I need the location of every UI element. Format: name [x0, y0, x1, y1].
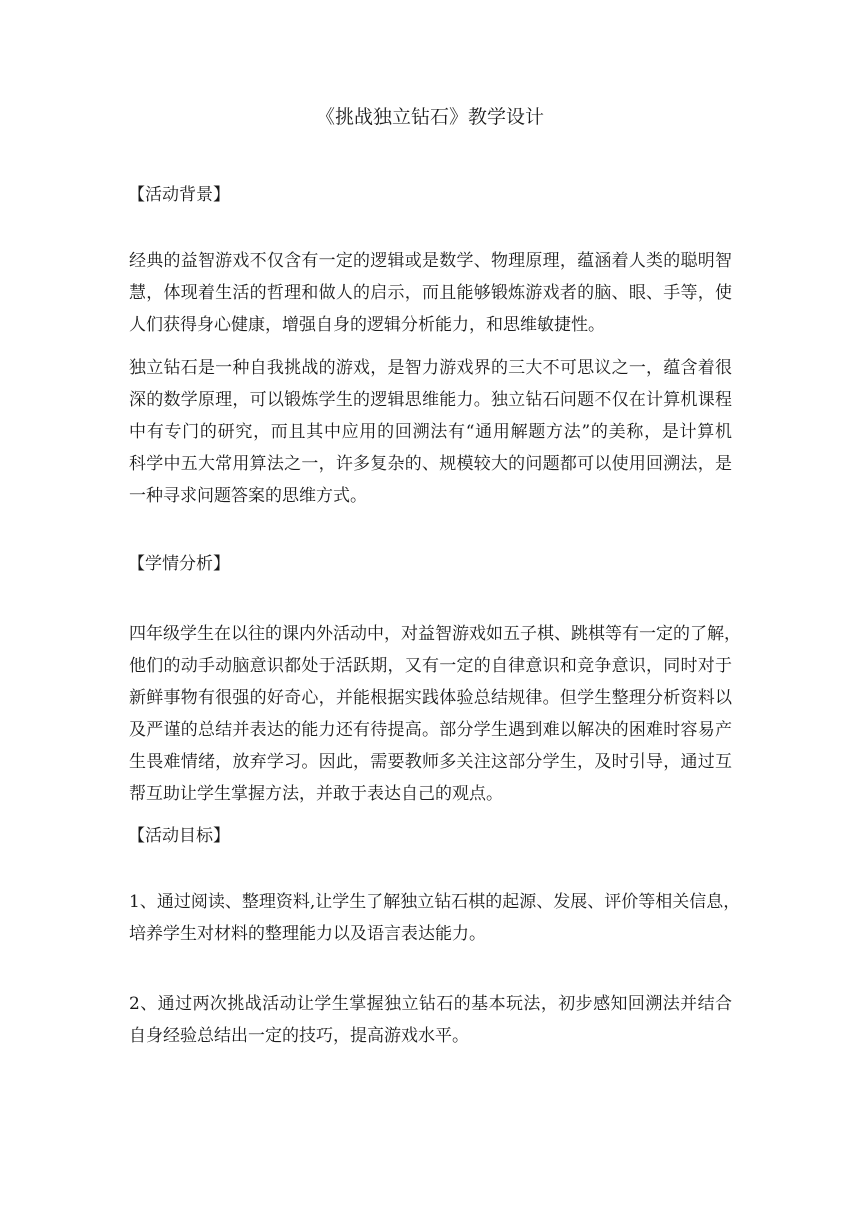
- paragraph-line: 及严谨的总结并表达的能力还有待提高。部分学生遇到难以解决的困难时容易产: [129, 720, 732, 740]
- paragraph-background-1: [129, 245, 732, 341]
- paragraph-line: 1、通过阅读、整理资料,让学生了解独立钻石棋的起源、发展、评价等相关信息，: [129, 892, 741, 912]
- section-heading-objectives: 【活动目标】: [128, 826, 230, 846]
- paragraph-line: 经典的益智游戏不仅含有一定的逻辑或是数学、物理原理，蕴涵着人类的聪明智: [129, 251, 732, 271]
- paragraph-line: 一种寻求问题答案的思维方式。: [129, 486, 367, 506]
- paragraph-objective-2: [129, 988, 732, 1052]
- paragraph-line: 中有专门的研究，而且其中应用的回溯法有“通用解题方法”的美称，是计算机: [129, 422, 732, 442]
- paragraph-line: 生畏难情绪，放弃学习。因此，需要教师多关注这部分学生，及时引导，通过互: [129, 752, 732, 772]
- document-title: 《挑战独立钻石》教学设计: [315, 106, 544, 128]
- paragraph-objective-1: [129, 886, 741, 950]
- paragraph-line: 科学中五大常用算法之一，许多复杂的、规模较大的问题都可以使用回溯法，是: [129, 454, 732, 474]
- paragraph-line: 独立钻石是一种自我挑战的游戏，是智力游戏界的三大不可思议之一，蕴含着很: [129, 358, 732, 378]
- paragraph-line: 2、通过两次挑战活动让学生掌握独立钻石的基本玩法，初步感知回溯法并结合: [129, 994, 732, 1014]
- paragraph-line: 新鲜事物有很强的好奇心，并能根据实践体验总结规律。但学生整理分析资料以: [129, 688, 732, 708]
- paragraph-line: 自身经验总结出一定的技巧，提高游戏水平。: [129, 1026, 469, 1046]
- paragraph-line: 慧，体现着生活的哲理和做人的启示，而且能够锻炼游戏者的脑、眼、手等，使: [129, 283, 732, 303]
- paragraph-line: 培养学生对材料的整理能力以及语言表达能力。: [129, 924, 486, 944]
- section-heading-background: 【活动背景】: [128, 185, 230, 205]
- paragraph-learner-analysis: [129, 618, 741, 810]
- paragraph-line: 深的数学原理，可以锻炼学生的逻辑思维能力。独立钻石问题不仅在计算机课程: [129, 390, 732, 410]
- section-heading-learner-analysis: 【学情分析】: [128, 554, 230, 574]
- paragraph-line: 四年级学生在以往的课内外活动中，对益智游戏如五子棋、跳棋等有一定的了解，: [129, 624, 741, 644]
- paragraph-line: 帮互助让学生掌握方法，并敢于表达自己的观点。: [129, 784, 503, 804]
- paragraph-line: 人们获得身心健康，增强自身的逻辑分析能力，和思维敏捷性。: [129, 315, 605, 335]
- paragraph-line: 他们的动手动脑意识都处于活跃期，又有一定的自律意识和竞争意识，同时对于: [129, 656, 732, 676]
- paragraph-background-2: [129, 352, 732, 512]
